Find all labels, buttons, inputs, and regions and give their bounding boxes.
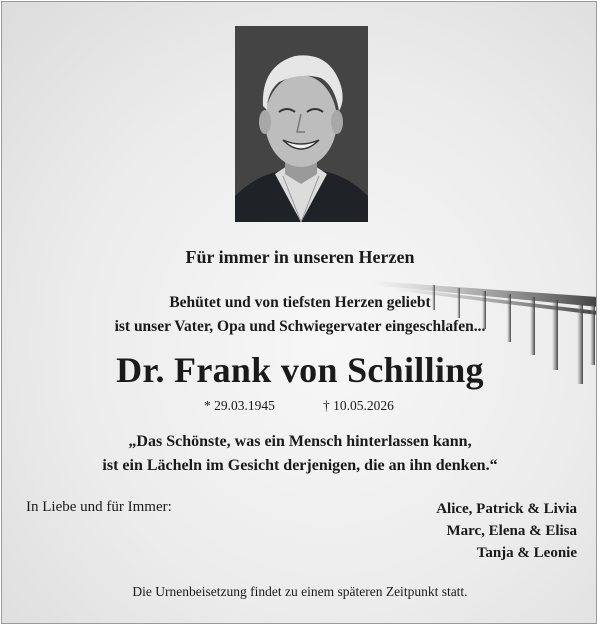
quote-line: ist ein Lächeln im Gesicht derjenigen, die an ihn denken.“ [102,457,498,474]
mourner-family: Tanja & Leonie [476,545,577,561]
quote-line: „Das Schönste, was ein Mensch hinterlassen kann, [128,433,472,450]
intro-line: Behütet und von tiefsten Herzen geliebt [169,294,431,311]
dedication-text: In Liebe und für Immer: [26,499,172,515]
deceased-name: Dr. Frank von Schilling [116,350,484,390]
mourners-list [436,498,577,564]
intro-text [2,291,597,339]
death-date: † 10.05.2026 [323,398,394,413]
birth-date: * 29.03.1945 [204,398,275,413]
motto-heading: Für immer in unseren Herzen [185,247,415,267]
obituary-notice [1,1,597,624]
burial-note: Die Urnenbeisetzung findet zu einem späteren Zeitpunkt statt. [132,584,468,599]
mourner-family: Alice, Patrick & Livia [436,501,577,517]
portrait-photo [235,26,368,222]
memorial-quote [2,430,597,478]
mourner-family: Marc, Elena & Elisa [446,523,577,539]
intro-line: ist unser Vater, Opa und Schwiegervater eingeschlafen... [114,318,486,335]
